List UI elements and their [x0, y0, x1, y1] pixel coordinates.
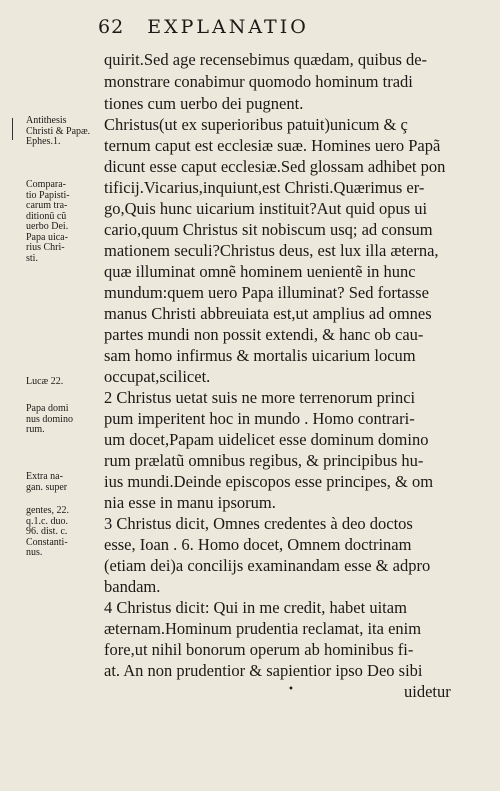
text-line: æternam.Hominum prudentia reclamat, ita enim	[104, 619, 422, 638]
catchword: uidetur	[404, 682, 451, 701]
text-line: manus Christi abbreuiata est,ut amplius ad omnes	[104, 304, 432, 323]
text-line: 2 Christus uetat suis ne more terrenorum princi	[104, 388, 416, 407]
running-head	[98, 16, 309, 38]
text-line: Christus(ut ex superioribus patuit)unicum & ç	[104, 115, 408, 134]
text-line: um docet,Papam uidelicet esse dominum domino	[104, 430, 429, 449]
text-line: esse, Ioan . 6. Homo docet, Omnem doctrinam	[104, 535, 412, 554]
text-line: bandam.	[104, 577, 161, 596]
text-line: ius mundi.Deinde episcopos esse principes, & om	[104, 472, 434, 491]
margin-note: Extra na- gan. super	[26, 471, 68, 493]
text-line: quirit.Sed age recensebimus quædam, quibus de-	[104, 50, 428, 69]
text-line: 3 Christus dicit, Omnes credentes à deo doctos	[104, 514, 413, 533]
ornament-dot: •	[288, 684, 294, 695]
text-line: tificij.Vicarius,inquiunt,est Christi.Quærimus er-	[104, 178, 425, 197]
text-line: 4 Christus dicit: Qui in me credit, habet uitam	[104, 598, 407, 617]
text-line: occupat,scilicet.	[104, 367, 211, 386]
text-line: tiones cum uerbo dei pugnent.	[104, 94, 304, 113]
text-line: cario,quum Christus sit nobiscum usq; ad consum	[104, 220, 433, 239]
text-line: quæ illuminat omnẽ hominem uenientẽ in hunc	[104, 262, 416, 281]
text-line: (etiam dei)a concilijs examinandam esse & adpro	[104, 556, 431, 575]
margin-note: Lucæ 22.	[26, 376, 64, 387]
text-line: mundum:quem uero Papa illuminat? Sed fortasse	[104, 283, 429, 302]
text-line: at. An non prudentior & sapientior ipso Deo sibi	[104, 661, 423, 680]
text-line: pum imperitent hoc in mundo . Homo contrari-	[104, 409, 415, 428]
text-line: fore,ut nihil bonorum operum ab hominibus fi-	[104, 640, 414, 659]
margin-note: Papa domi nus domino rum.	[26, 403, 73, 435]
margin-note: Antithesis Christi & Papæ. Ephes.1.	[26, 115, 91, 147]
text-line: rum prælatũ omnibus regibus, & principibus hu-	[104, 451, 424, 470]
text-line: partes mundi non possit extendi, & hanc ob cau-	[104, 325, 424, 344]
margin-note: Compara- tio Papisti- carum tra- ditionũ cũ uerbo Dei. Papa uica- rius Chri- sti.	[26, 179, 70, 264]
page-number: 62	[98, 16, 125, 38]
text-line: monstrare conabimur quomodo hominum tradi	[104, 72, 413, 91]
text-line: mationem seculi?Christus deus, est lux illa æterna,	[104, 241, 439, 260]
margin-rule	[12, 118, 13, 140]
running-title: EXPLANATIO	[147, 16, 309, 38]
margin-note: gentes, 22. q.1.c. duo. 96. dist. c. Constanti- nus.	[26, 505, 70, 558]
text-line: nia esse in manu ipsorum.	[104, 493, 276, 512]
text-line: dicunt esse caput ecclesiæ.Sed glossam adhibet pon	[104, 157, 446, 176]
text-line: sam homo infirmus & mortalis uicarium locum	[104, 346, 416, 365]
text-line: go,Quis hunc uicarium instituit?Aut quid opus ui	[104, 199, 428, 218]
text-line: ternum caput est ecclesiæ suæ. Homines uero Papã	[104, 136, 441, 155]
